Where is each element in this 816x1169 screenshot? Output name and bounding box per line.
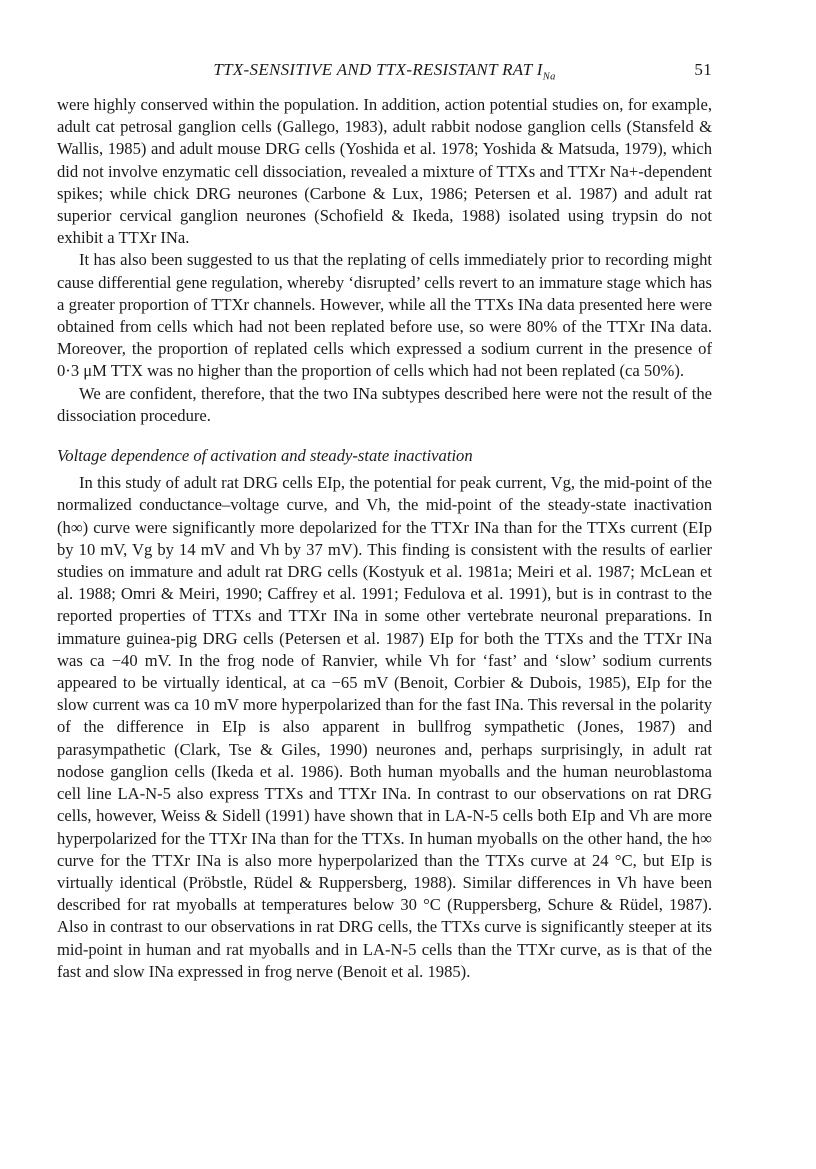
body-text <box>57 94 712 983</box>
paragraph-replating: It has also been suggested to us that the replating of cells immediately prior to recording might cause differential gene regulation, whereby ‘disrupted’ cells revert to an immature stage which has a greater proportion of TTXr channels. However, while all the TTXs INa data presented here were obtained from cells which had not been replated before use, so were 80% of the TTXr INa data. Moreover, the proportion of replated cells which expressed a sodium current in the presence of 0·3 μM TTX was no higher than the proportion of cells which had not been replated (ca 50%). <box>57 250 712 381</box>
paragraph-continued: were highly conserved within the population. In addition, action potential studies on, for example, adult cat petrosal ganglion cells (Gallego, 1983), adult rabbit nodose ganglion cells (Stansfeld & Wallis, 1985) and adult mouse DRG cells (Yoshida et al. 1978; Yoshida & Matsuda, 1979), which did not involve enzymatic cell dissociation, revealed a mixture of TTXs and TTXr Na+-dependent spikes; while chick DRG neurones (Carbone & Lux, 1986; Petersen et al. 1987) and adult rat superior cervical ganglion neurones (Schofield & Ikeda, 1988) isolated using trypsin do not exhibit a TTXr INa. <box>57 95 712 248</box>
page-number: 51 <box>694 60 712 79</box>
paragraph-conclusion: We are confident, therefore, that the two INa subtypes described here were not the result of the dissociation procedure. <box>57 383 712 425</box>
running-title: TTX-SENSITIVE AND TTX-RESISTANT RAT $I_{Na}$ <box>213 60 556 83</box>
paragraph-voltage-dependence: In this study of adult rat DRG cells EIp, the potential for peak current, Vg, the mid-point of the normalized conductance–voltage curve, and Vh, the mid-point of the steady-state inactivation (h∞) curve were significantly more depolarized for the TTXr INa than for the TTXs current (EIp by 10 mV, Vg by 14 mV and Vh by 37 mV). This finding is consistent with the results of earlier studies on immature and adult rat DRG cells (Kostyuk et al. 1981a; Meiri et al. 1987; McLean et al. 1988; Omri & Meiri, 1990; Caffrey et al. 1991; Fedulova et al. 1991), but is in contrast to the reported properties of TTXs and TTXr INa in some other vertebrate neuronal preparations. In immature guinea-pig DRG cells (Petersen et al. 1987) EIp for both the TTXs and the TTXr INa was ca −40 mV. In the frog node of Ranvier, while Vh for ‘fast’ and ‘slow’ sodium currents appeared to be virtually identical, at ca −65 mV (Benoit, Corbier & Dubois, 1985), EIp for the slow current was ca 10 mV more hyperpolarized than for the fast INa. This reversal in the polarity of the difference in EIp is also apparent in bullfrog sympathetic (Jones, 1987) and parasympathetic (Clark, Tse & Giles, 1990) neurones and, perhaps surprisingly, in adult rat nodose ganglion cells (Ikeda et al. 1986). Both human myoballs and the human neuroblastoma cell line LA-N-5 also express TTXs and TTXr INa. In contrast to our observations on rat DRG cells, however, Weiss & Sidell (1991) have shown that in LA-N-5 cells both EIp and Vh are more hyperpolarized for the TTXr INa than for the TTXs. In human myoballs on the other hand, the h∞ curve for the TTXr INa is also more hyperpolarized than the TTXs curve at 24 °C, but EIp is virtually identical (Pröbstle, Rüdel & Ruppersberg, 1988). Similar differences in Vh have been described for rat myoballs at temperatures below 30 °C (Ruppersberg, Schure & Rüdel, 1987). Also in contrast to our observations in rat DRG cells, the TTXs curve is significantly steeper at its mid-point in human and rat myoballs and in LA-N-5 cells than the TTXr curve, as is that of the fast and slow INa expressed in frog nerve (Benoit et al. 1985). <box>57 473 712 981</box>
section-heading: Voltage dependence of activation and steady-state inactivation <box>57 446 473 466</box>
